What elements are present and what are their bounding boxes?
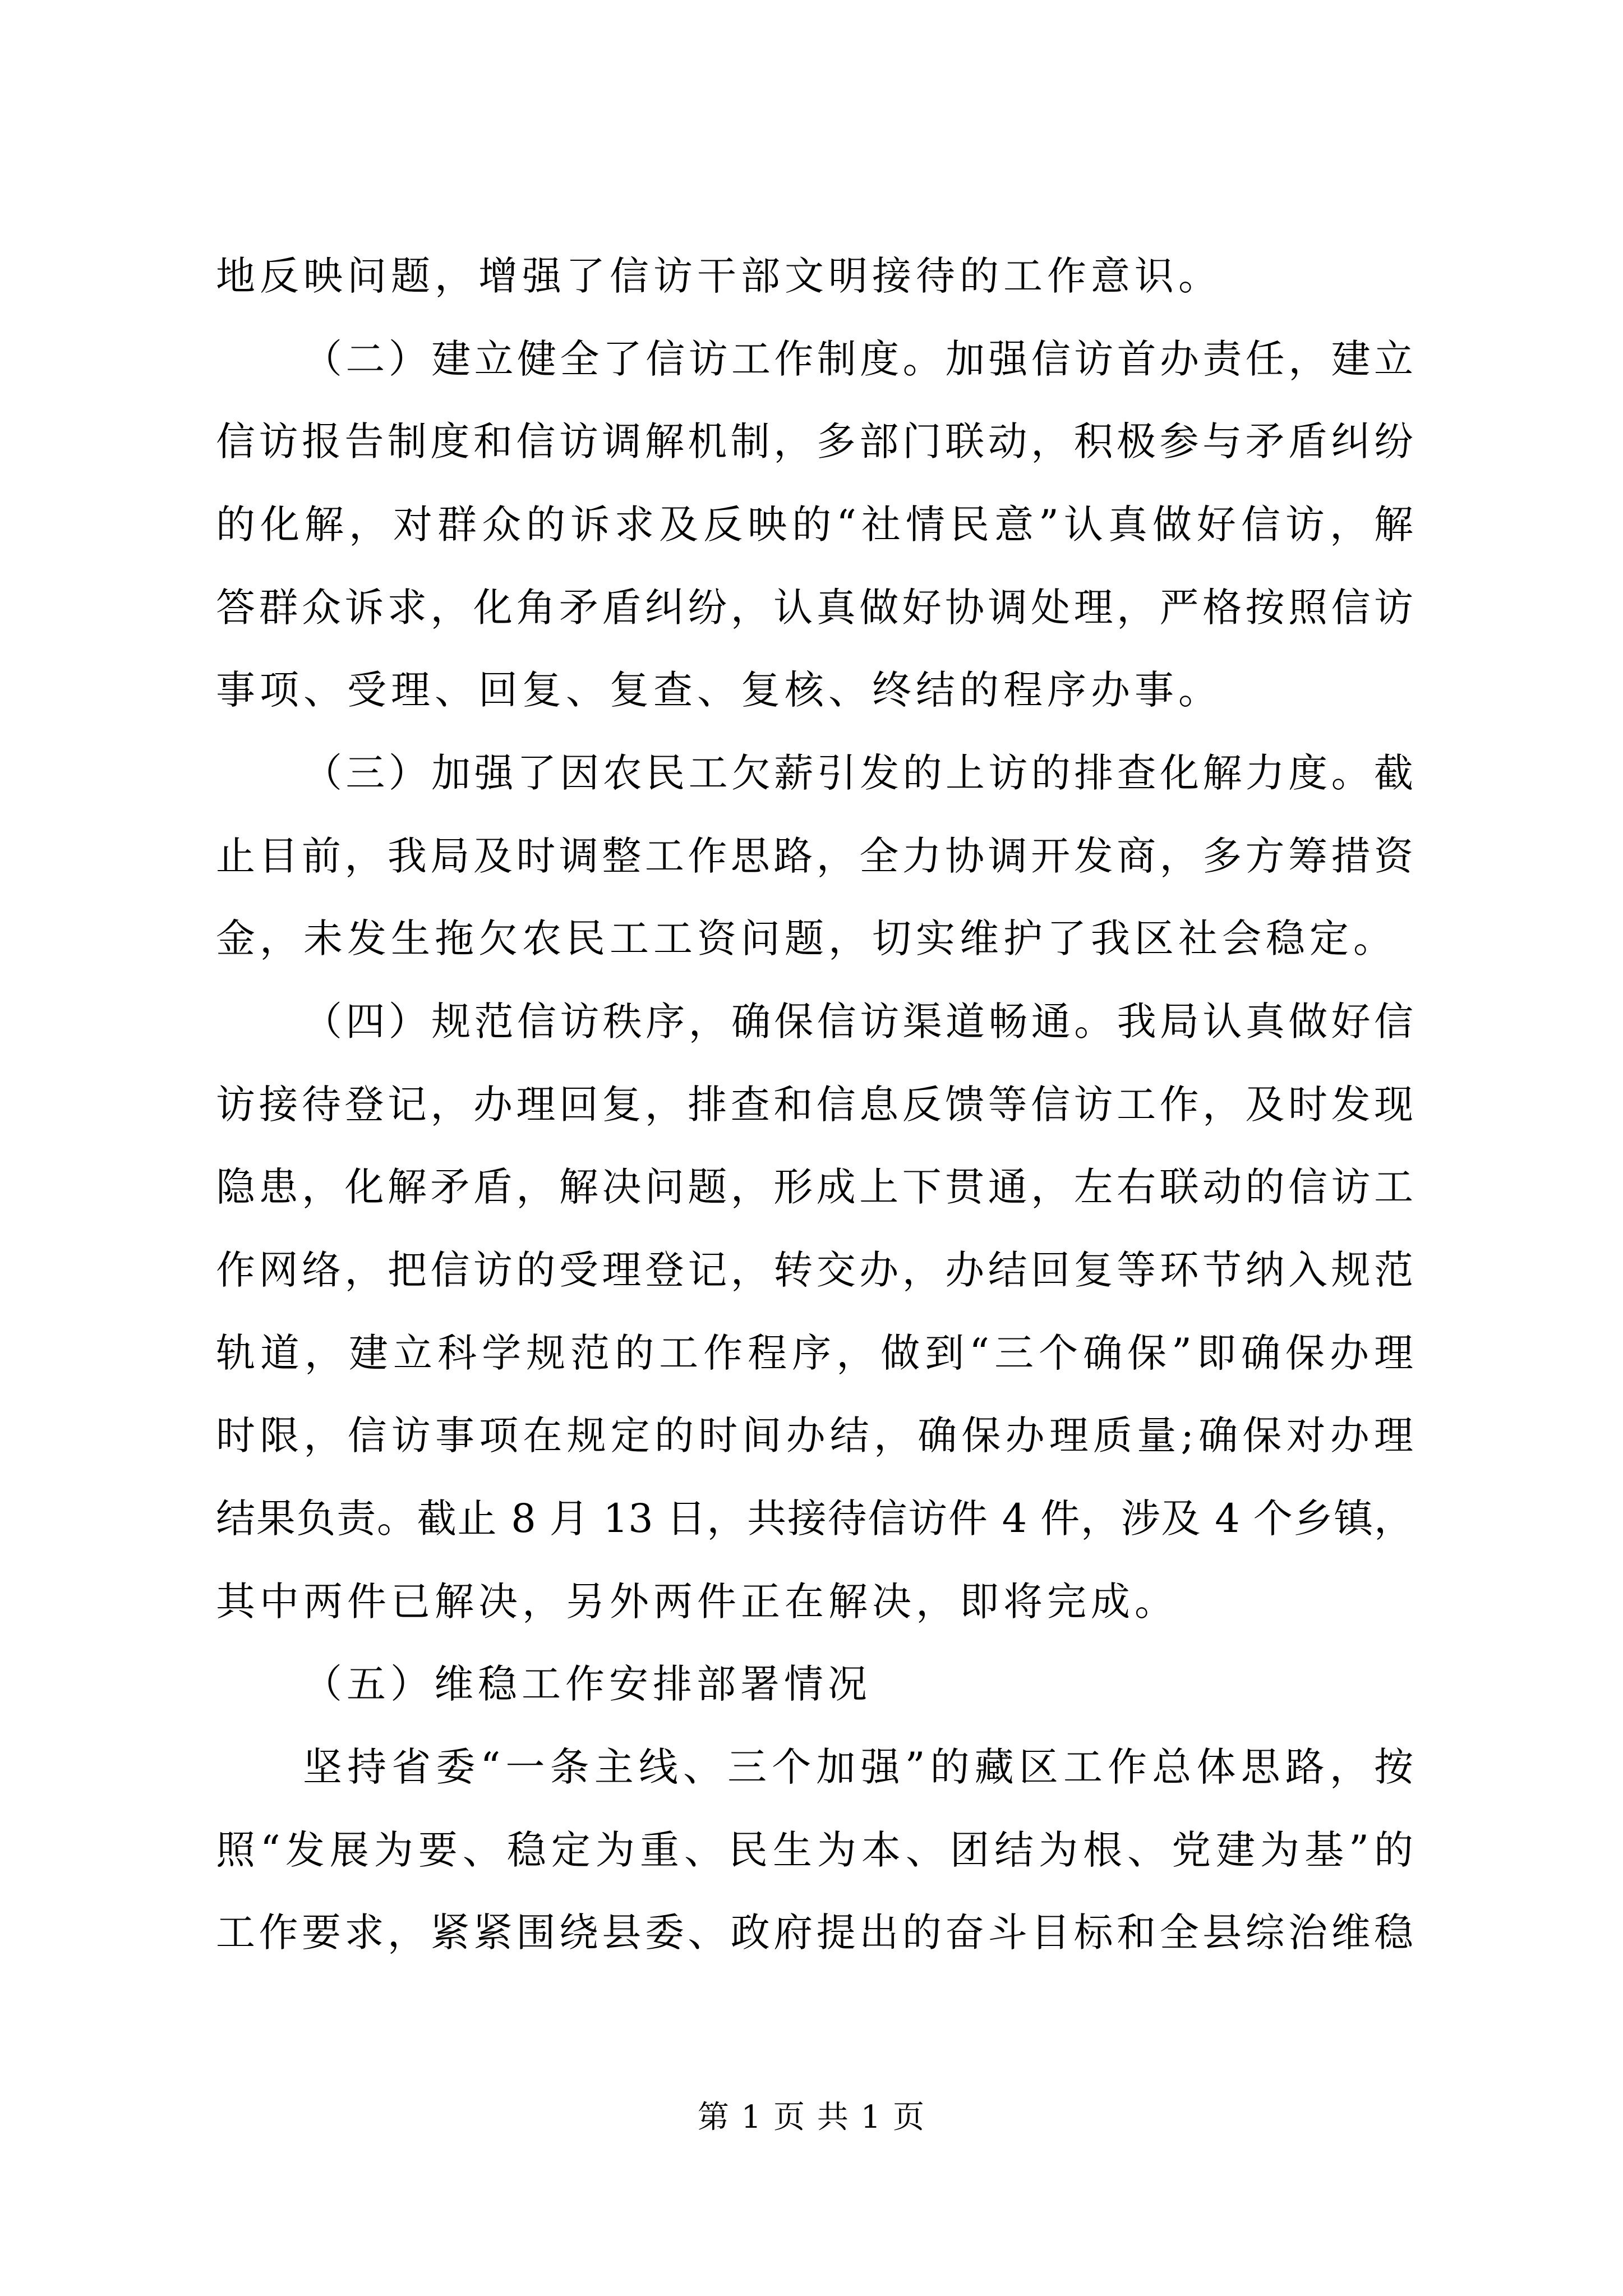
text-line-3: 信访报告制度和信访调解机制，多部门联动，积极参与矛盾纠纷 <box>216 418 1413 464</box>
text-line-18: （五）维稳工作安排部署情况 <box>303 1661 872 1707</box>
page-footer: 第 1 页 共 1 页 <box>697 2099 926 2136</box>
text-line-15: 时限，信访事项在规定的时间办结，确保办理质量;确保对办理 <box>216 1412 1413 1458</box>
text-line-14: 轨道，建立科学规范的工作程序，做到“三个确保”即确保办理 <box>216 1330 1413 1376</box>
text-line-9: 金，未发生拖欠农民工工资问题，切实维护了我区社会稳定。 <box>216 915 1397 961</box>
text-line-7: （三）加强了因农民工欠薪引发的上访的排查化解力度。截 <box>303 750 1413 796</box>
text-line-17: 其中两件已解决，另外两件正在解决，即将完成。 <box>216 1579 1178 1625</box>
text-line-19: 坚持省委“一条主线、三个加强”的藏区工作总体思路，按 <box>303 1744 1413 1790</box>
text-line-21: 工作要求，紧紧围绕县委、政府提出的奋斗目标和全县综治维稳 <box>216 1910 1413 1955</box>
text-line-6: 事项、受理、回复、复查、复核、终结的程序办事。 <box>216 667 1222 713</box>
text-line-8: 止目前，我局及时调整工作思路，全力协调开发商，多方筹措资 <box>216 833 1413 879</box>
text-line-12: 隐患，化解矛盾，解决问题，形成上下贯通，左右联动的信访工 <box>216 1164 1413 1210</box>
text-line-16: 结果负责。截止 8 月 13 日，共接待信访件 4 件，涉及 4 个乡镇， <box>216 1496 1413 1542</box>
text-line-11: 访接待登记，办理回复，排查和信息反馈等信访工作，及时发现 <box>216 1082 1413 1128</box>
text-line-1: 地反映问题，增强了信访干部文明接待的工作意识。 <box>216 253 1222 299</box>
text-line-4: 的化解，对群众的诉求及反映的“社情民意”认真做好信访，解 <box>216 501 1413 547</box>
text-line-2: （二）建立健全了信访工作制度。加强信访首办责任，建立 <box>303 336 1413 382</box>
text-line-10: （四）规范信访秩序，确保信访渠道畅通。我局认真做好信 <box>303 999 1413 1045</box>
text-line-20: 照“发展为要、稳定为重、民生为本、团结为根、党建为基”的 <box>216 1827 1413 1873</box>
text-line-13: 作网络，把信访的受理登记，转交办，办结回复等环节纳入规范 <box>216 1247 1413 1293</box>
text-line-5: 答群众诉求，化角矛盾纠纷，认真做好协调处理，严格按照信访 <box>216 585 1413 631</box>
